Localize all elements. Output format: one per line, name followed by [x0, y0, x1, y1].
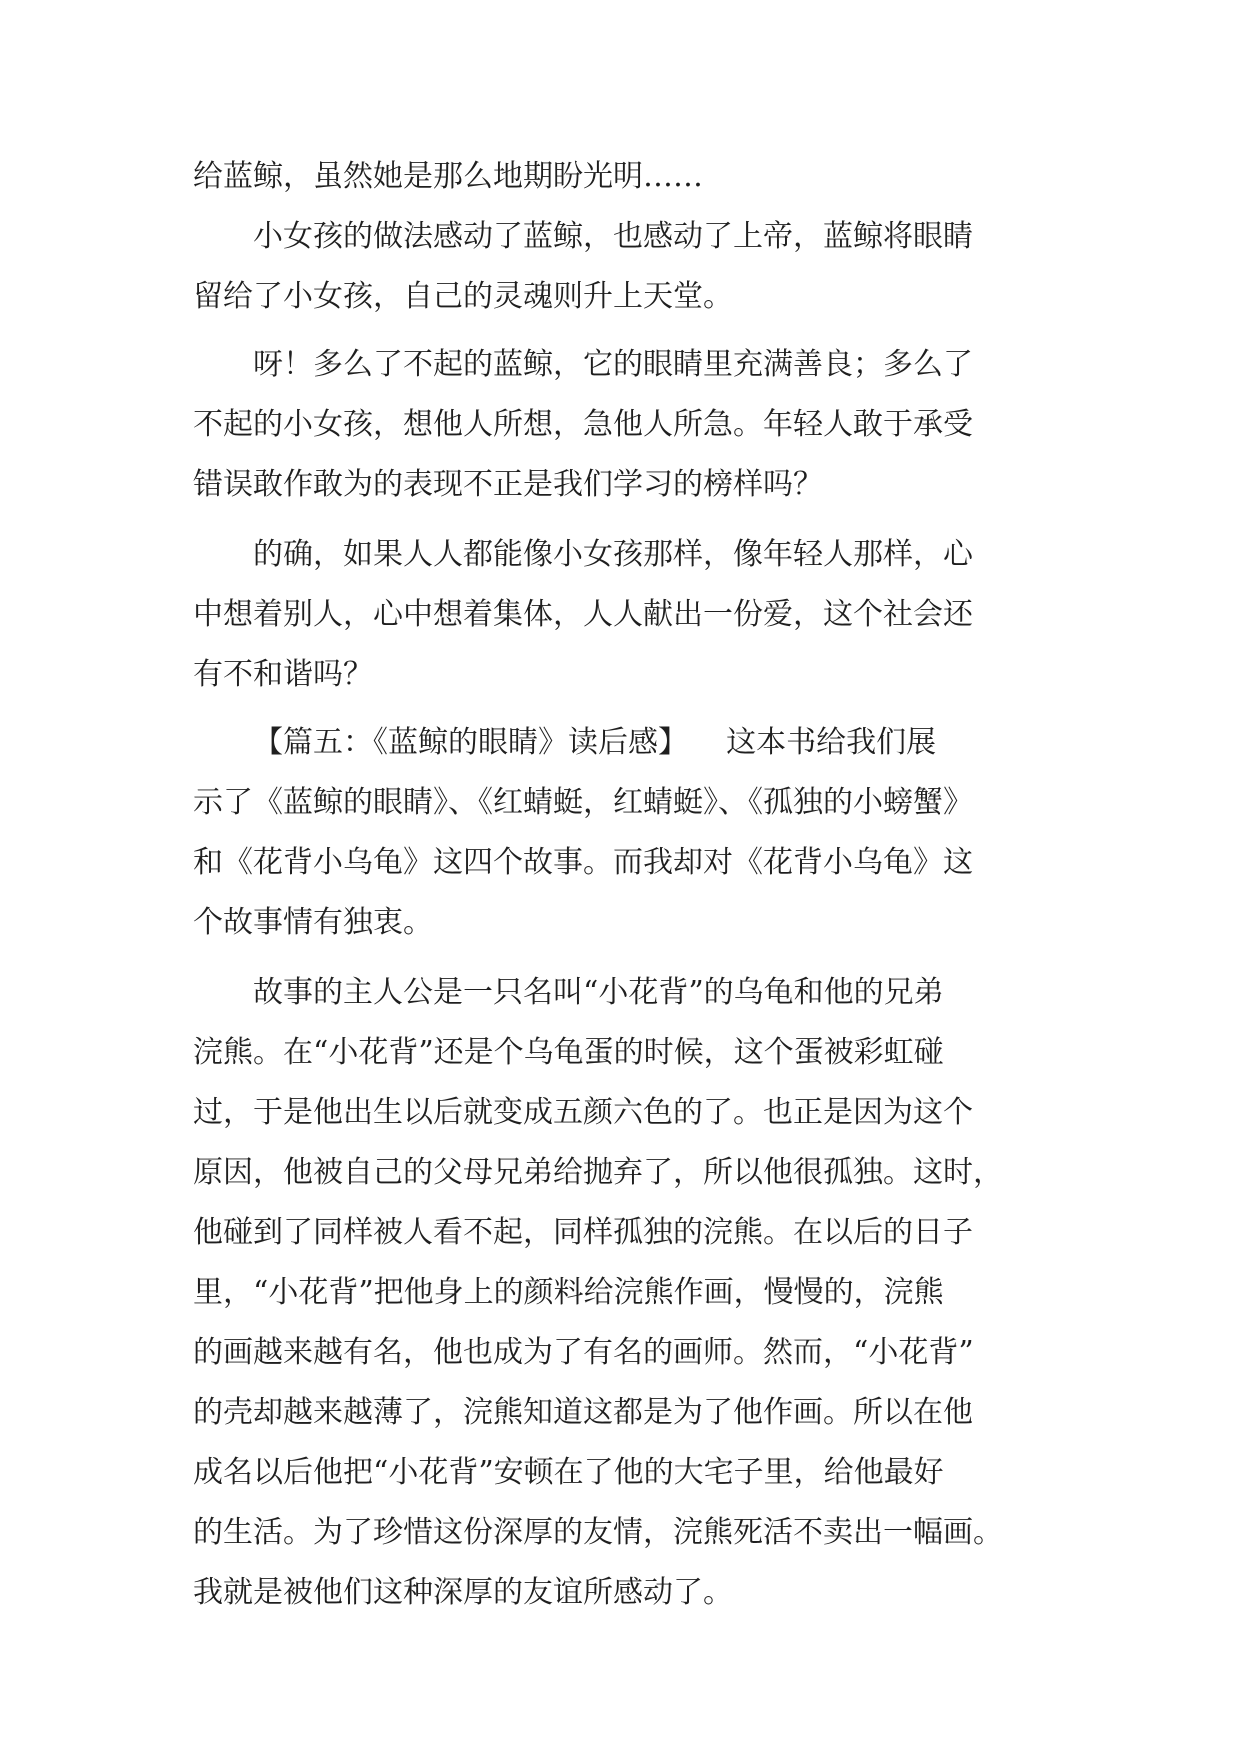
text-line: 给蓝鲸，虽然她是那么地期盼光明……	[193, 159, 703, 194]
text-line: 原因，他被自己的父母兄弟给抛弃了，所以他很孤独。这时，	[193, 1155, 1003, 1190]
text-line: 的画越来越有名，他也成为了有名的画师。然而，“小花背”	[193, 1335, 974, 1370]
text-line: 的壳却越来越薄了，浣熊知道这都是为了他作画。所以在他	[193, 1395, 973, 1430]
text-line: 留给了小女孩，自己的灵魂则升上天堂。	[193, 279, 733, 314]
text-line: 里，“小花背”把他身上的颜料给浣熊作画，慢慢的，浣熊	[193, 1275, 944, 1310]
text-line: 不起的小女孩，想他人所想，急他人所急。年轻人敢于承受	[193, 407, 973, 442]
text-line: 呀！多么了不起的蓝鲸，它的眼睛里充满善良；多么了	[253, 347, 973, 382]
text-line: 有不和谐吗？	[193, 657, 373, 692]
text-line: 过，于是他出生以后就变成五颜六色的了。也正是因为这个	[193, 1095, 973, 1130]
section-heading-line: 【篇五：《蓝鲸的眼睛》读后感】 这本书给我们展	[253, 725, 937, 760]
text-line: 成名以后他把“小花背”安顿在了他的大宅子里，给他最好	[193, 1455, 944, 1490]
text-line: 的确，如果人人都能像小女孩那样，像年轻人那样，心	[253, 537, 973, 572]
text-line: 个故事情有独衷。	[193, 905, 433, 940]
text-line: 我就是被他们这种深厚的友谊所感动了。	[193, 1575, 733, 1610]
text-line: 他碰到了同样被人看不起，同样孤独的浣熊。在以后的日子	[193, 1215, 973, 1250]
text-line: 故事的主人公是一只名叫“小花背”的乌龟和他的兄弟	[253, 975, 944, 1010]
text-line: 浣熊。在“小花背”还是个乌龟蛋的时候，这个蛋被彩虹碰	[193, 1035, 944, 1070]
text-line: 示了《蓝鲸的眼睛》、《红蜻蜓，红蜻蜓》、《孤独的小螃蟹》	[193, 785, 973, 820]
text-line: 中想着别人，心中想着集体，人人献出一份爱，这个社会还	[193, 597, 973, 632]
text-line: 的生活。为了珍惜这份深厚的友情，浣熊死活不卖出一幅画。	[193, 1515, 1003, 1550]
text-line: 错误敢作敢为的表现不正是我们学习的榜样吗？	[193, 467, 823, 502]
text-line: 和《花背小乌龟》这四个故事。而我却对《花背小乌龟》这	[193, 845, 973, 880]
text-line: 小女孩的做法感动了蓝鲸，也感动了上帝，蓝鲸将眼睛	[253, 219, 973, 254]
